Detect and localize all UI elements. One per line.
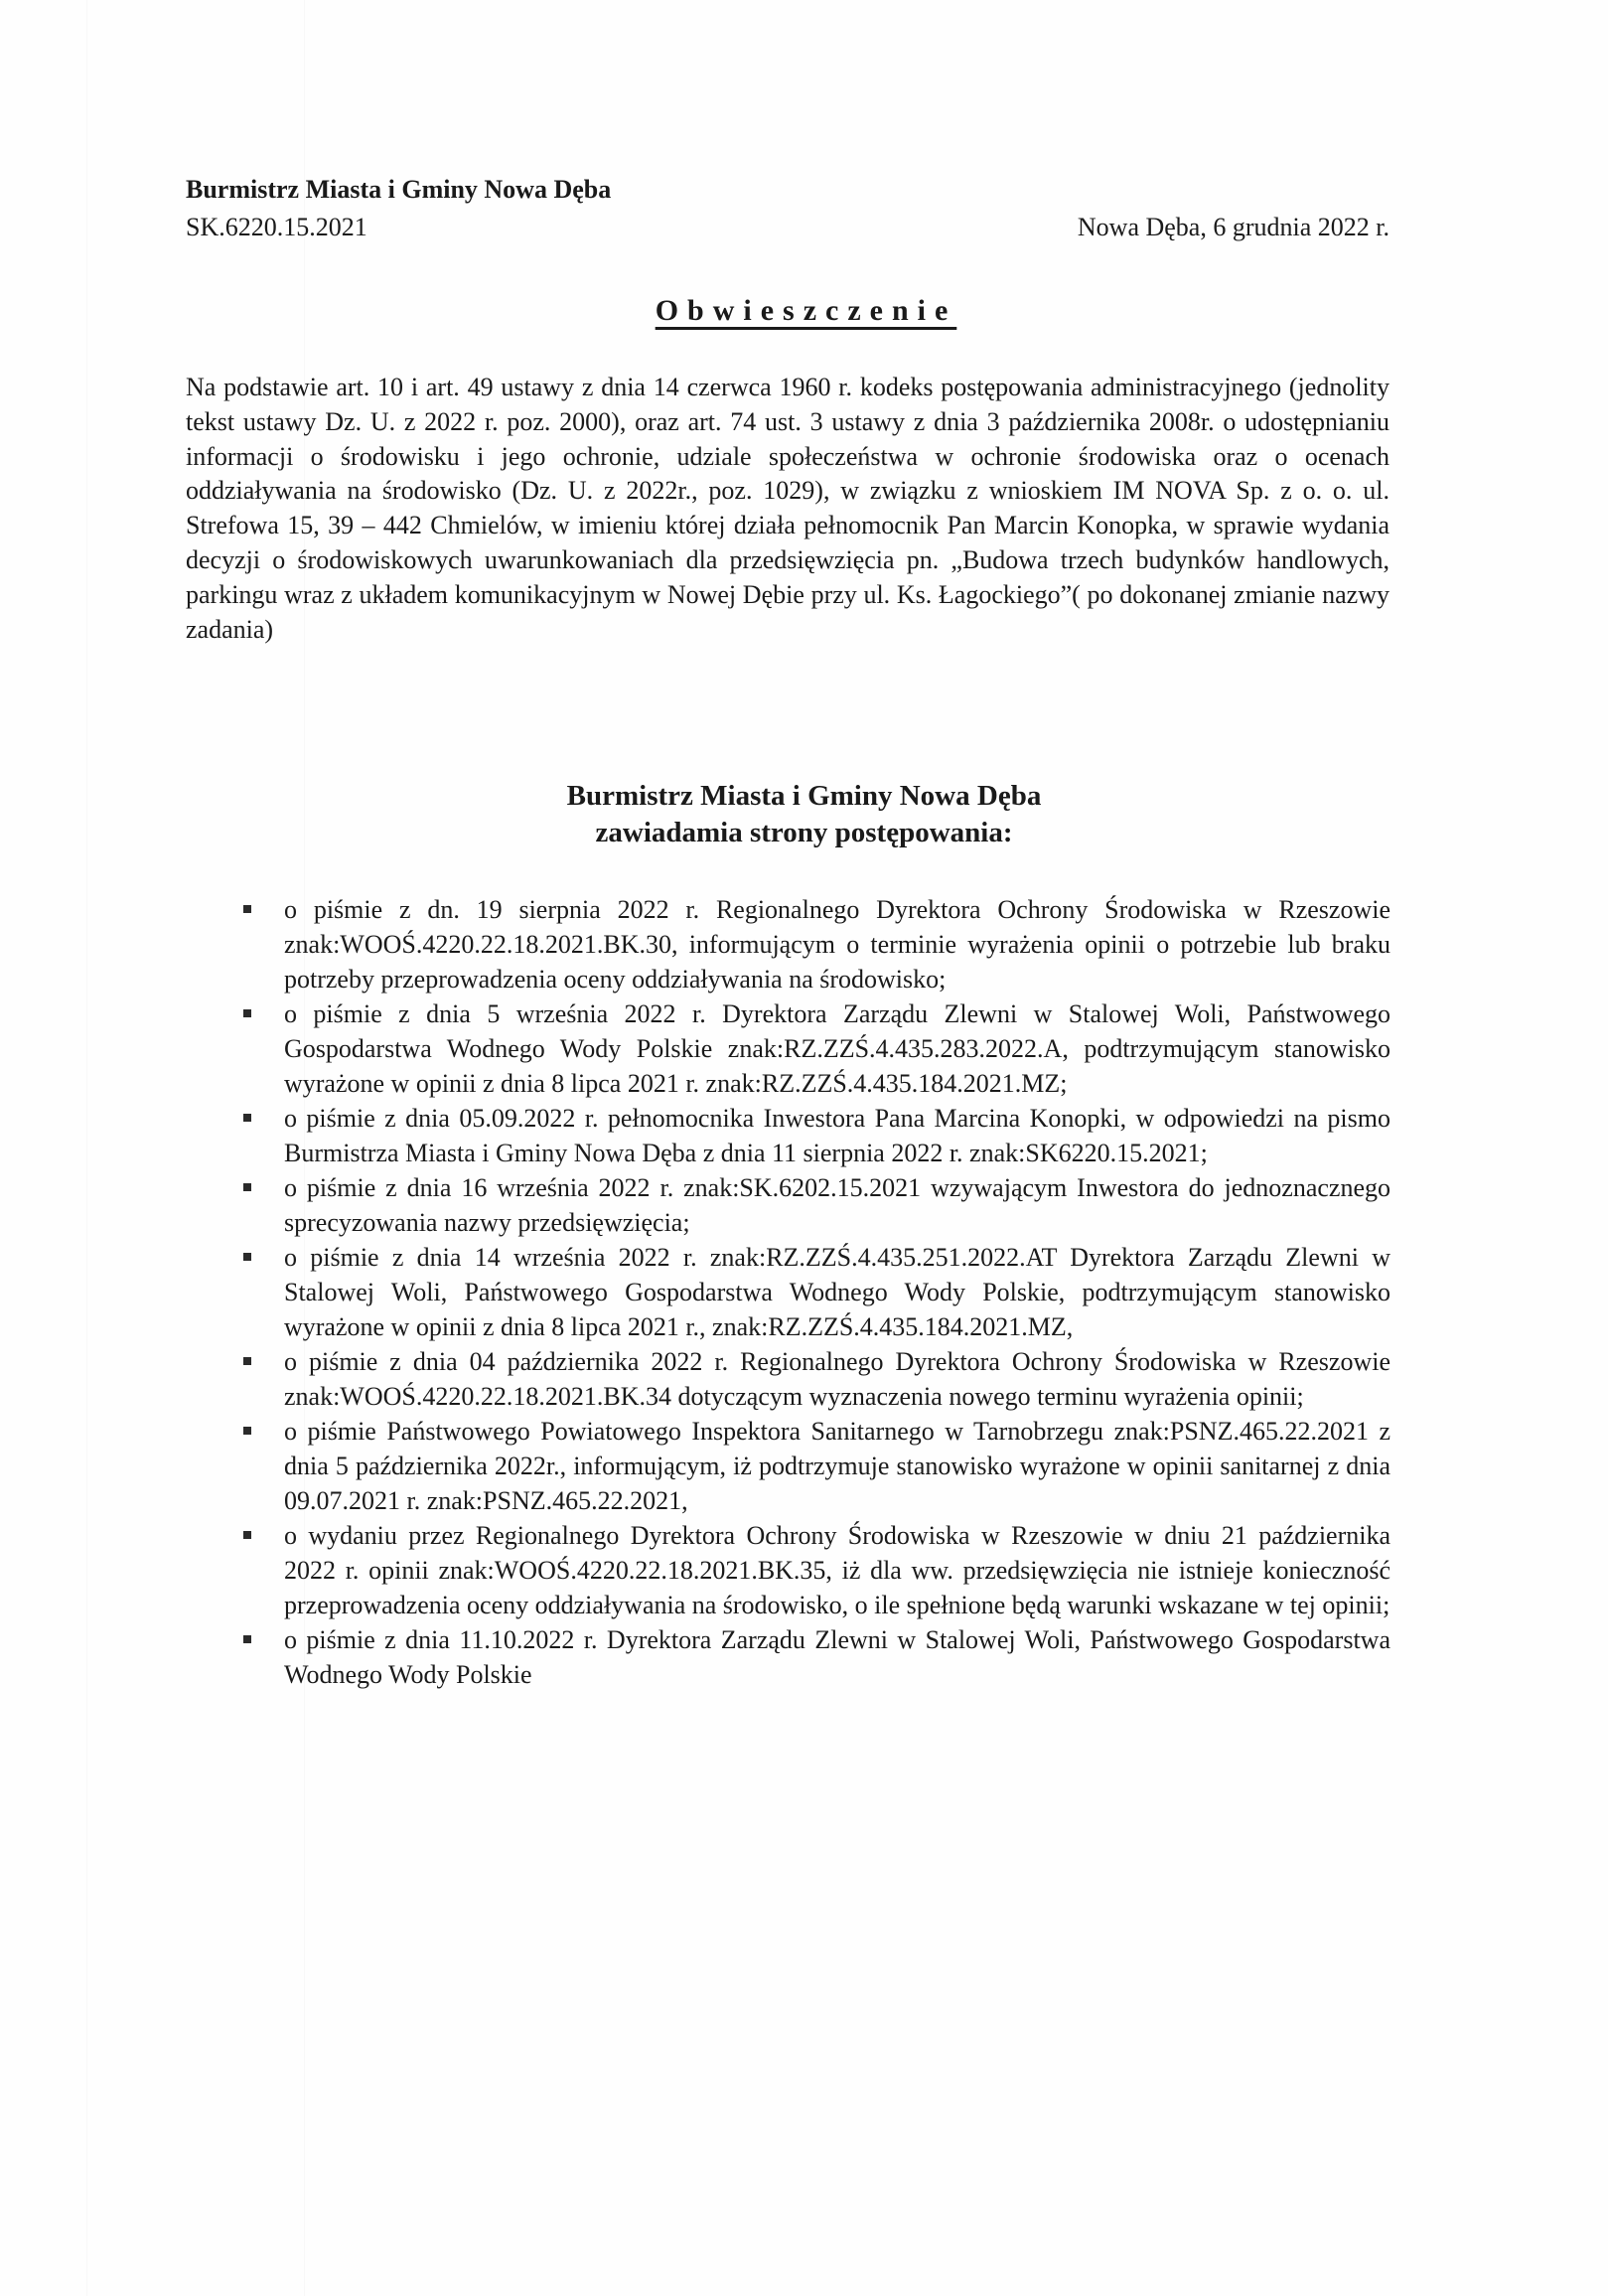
square-bullet-icon xyxy=(243,905,251,913)
list-item xyxy=(238,1101,1390,1170)
section-heading xyxy=(0,778,1608,851)
list-item xyxy=(238,1414,1390,1518)
issuing-authority: Burmistrz Miasta i Gminy Nowa Dęba xyxy=(186,175,612,204)
list-item xyxy=(238,996,1390,1101)
notice-text: o piśmie z dnia 14 września 2022 r. znak:RZ.ZZŚ.4.435.251.2022.AT Dyrektora Zarządu Zlewni w Stalowej Woli, Państwowego Gospodarstwa Wodnego Wody Polskie, podtrzymującym stanowisko wyrażone w opinii z dnia 8 lipca 2021 r., znak:RZ.ZZŚ.4.435.184.2021.MZ, xyxy=(284,1243,1390,1341)
list-item xyxy=(238,1240,1390,1344)
notice-text: o piśmie Państwowego Powiatowego Inspektora Sanitarnego w Tarnobrzegu znak:PSNZ.465.22.2021 z dnia 5 października 2022r., informującym, iż podtrzymuje stanowisko wyrażone w opinii sanitarnej z dnia 09.07.2021 r. znak:PSNZ.465.22.2021, xyxy=(284,1417,1390,1515)
list-item xyxy=(238,1622,1390,1692)
square-bullet-icon xyxy=(243,1009,251,1017)
notice-text: o wydaniu przez Regionalnego Dyrektora Ochrony Środowiska w Rzeszowie w dniu 21 października 2022 r. opinii znak:WOOŚ.4220.22.18.2021.BK.35, iż dla ww. przedsięwzięcia nie istnieje konieczność przeprowadzenia oceny oddziaływania na środowisko, o ile spełnione będą warunki wskazane w tej opinii; xyxy=(284,1521,1390,1619)
square-bullet-icon xyxy=(243,1635,251,1643)
notices-list xyxy=(238,892,1390,1692)
header-row xyxy=(186,209,1389,246)
square-bullet-icon xyxy=(243,1253,251,1261)
notice-text: o piśmie z dnia 04 października 2022 r. Regionalnego Dyrektora Ochrony Środowiska w Rzeszowie znak:WOOŚ.4220.22.18.2021.BK.34 dotyczącym wyznaczenia nowego terminu wyrażenia opinii; xyxy=(284,1347,1390,1411)
notice-text: o piśmie z dnia 05.09.2022 r. pełnomocnika Inwestora Pana Marcina Konopki, w odpowiedzi na pismo Burmistrza Miasta i Gminy Nowa Dęba z dnia 11 sierpnia 2022 r. znak:SK6220.15.2021; xyxy=(284,1104,1390,1167)
list-item xyxy=(238,1518,1390,1622)
scan-artifact-line xyxy=(86,0,87,2296)
list-item xyxy=(238,1170,1390,1240)
square-bullet-icon xyxy=(243,1531,251,1539)
notice-text: o piśmie z dn. 19 sierpnia 2022 r. Regionalnego Dyrektora Ochrony Środowiska w Rzeszowie znak:WOOŚ.4220.22.18.2021.BK.30, informującym o terminie wyrażenia opinii o potrzebie lub braku potrzeby przeprowadzenia oceny oddziaływania na środowisko; xyxy=(284,895,1390,994)
intro-paragraph: Na podstawie art. 10 i art. 49 ustawy z dnia 14 czerwca 1960 r. kodeks postępowania administracyjnego (jednolity tekst ustawy Dz. U. z 2022 r. poz. 2000), oraz art. 74 ust. 3 ustawy z dnia 3 października 2008r. o udostępnianiu informacji o środowisku i jego ochronie, udziale społeczeństwa w ochronie środowiska oraz o ocenach oddziaływania na środowisko (Dz. U. z 2022r., poz. 1029), w związku z wnioskiem IM NOVA Sp. z o. o. ul. Strefowa 15, 39 – 442 Chmielów, w imieniu której działa pełnomocnik Pan Marcin Konopka, w sprawie wydania decyzji o środowiskowych uwarunkowaniach dla przedsięwzięcia pn. „Budowa trzech budynków handlowych, parkingu wraz z układem komunikacyjnym w Nowej Dębie przy ul. Ks. Łagockiego”( po dokonanej zmianie nazwy zadania) xyxy=(186,373,1389,644)
case-number: SK.6220.15.2021 xyxy=(186,213,367,241)
notice-text: o piśmie z dnia 5 września 2022 r. Dyrektora Zarządu Zlewni w Stalowej Woli, Państwowego Gospodarstwa Wodnego Wody Polskie znak:RZ.ZZŚ.4.435.283.2022.A, podtrzymującym stanowisko wyrażone w opinii z dnia 8 lipca 2021 r. znak:RZ.ZZŚ.4.435.184.2021.MZ; xyxy=(284,999,1390,1098)
list-item xyxy=(238,892,1390,996)
place-and-date: Nowa Dęba, 6 grudnia 2022 r. xyxy=(1077,213,1389,241)
list-item xyxy=(238,1344,1390,1414)
document-title: Obwieszczenie xyxy=(655,294,957,327)
square-bullet-icon xyxy=(243,1357,251,1365)
square-bullet-icon xyxy=(243,1427,251,1435)
section-heading-line-2: zawiadamia strony postępowania: xyxy=(595,817,1013,848)
notice-text: o piśmie z dnia 16 września 2022 r. znak:SK.6202.15.2021 wzywającym Inwestora do jednoznacznego sprecyzowania nazwy przedsięwzięcia; xyxy=(284,1173,1390,1237)
document-header xyxy=(186,171,1389,246)
square-bullet-icon xyxy=(243,1114,251,1122)
square-bullet-icon xyxy=(243,1183,251,1191)
notice-text: o piśmie z dnia 11.10.2022 r. Dyrektora Zarządu Zlewni w Stalowej Woli, Państwowego Gospodarstwa Wodnego Wody Polskie xyxy=(284,1625,1390,1689)
section-heading-line-1: Burmistrz Miasta i Gminy Nowa Dęba xyxy=(566,780,1042,812)
title-container xyxy=(0,294,1608,328)
